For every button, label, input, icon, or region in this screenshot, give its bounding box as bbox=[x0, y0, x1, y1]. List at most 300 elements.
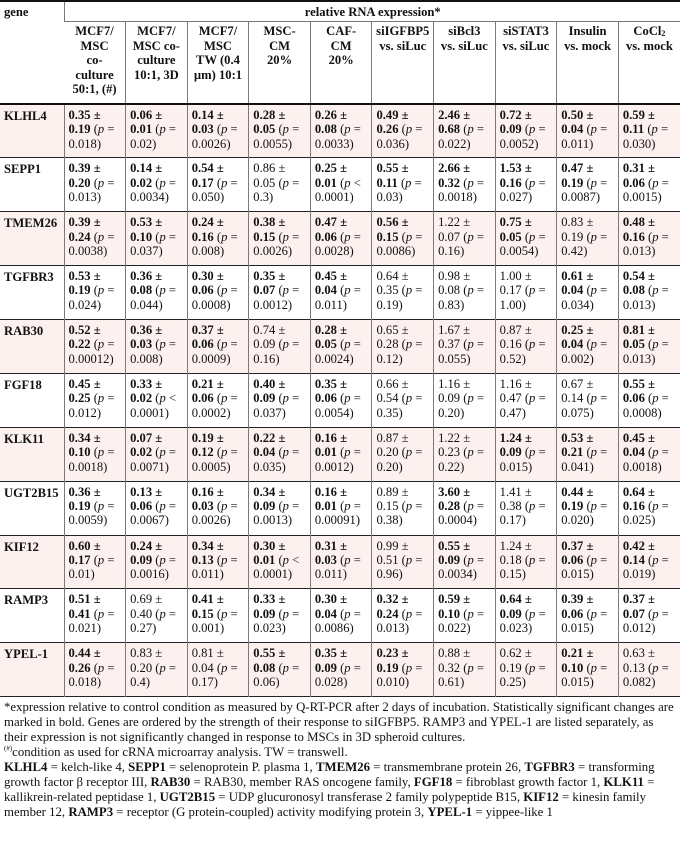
expression-value: 0.39 ± 0.24 bbox=[68, 215, 101, 244]
expression-cell: 0.86 ± 0.05 (p = 0.3) bbox=[249, 158, 311, 212]
expression-cell: 0.69 ± 0.40 (p = 0.27) bbox=[126, 589, 188, 643]
p-value: 0.015 bbox=[561, 675, 590, 690]
expression-value: 0.35 ± 0.19 bbox=[68, 107, 101, 137]
expression-value: 3.60 ± 0.28 bbox=[438, 484, 471, 514]
expression-cell: 0.53 ± 0.19 (p = 0.024) bbox=[64, 266, 126, 320]
p-value: 0.0026 bbox=[191, 136, 227, 151]
expression-cell: 0.74 ± 0.09 (p = 0.16) bbox=[249, 319, 311, 373]
p-value: 0.0004 bbox=[438, 513, 473, 528]
expression-cell: 0.24 ± 0.16 (p = 0.008) bbox=[187, 212, 249, 266]
expression-cell: 1.22 ± 0.23 (p = 0.22) bbox=[434, 427, 496, 481]
gene-name: SEPP1 bbox=[0, 158, 64, 212]
expression-value: 0.31 ± 0.03 bbox=[314, 538, 347, 567]
p-value: 0.041 bbox=[561, 459, 590, 474]
expression-cell: 0.19 ± 0.12 (p = 0.0005) bbox=[187, 427, 249, 481]
expression-value: 1.67 ± 0.37 bbox=[438, 322, 471, 352]
p-value: 0.38 bbox=[376, 513, 399, 528]
abbreviation-key: RAMP3 bbox=[68, 805, 114, 819]
p-value: 0.013 bbox=[622, 297, 652, 312]
expression-cell: 0.48 ± 0.16 (p = 0.013) bbox=[618, 212, 680, 266]
p-value: 0.19 bbox=[376, 297, 399, 312]
expression-value: 0.37 ± 0.07 bbox=[622, 592, 655, 621]
expression-value: 0.83 ± 0.19 bbox=[561, 215, 594, 244]
condition-header: siBcl3 vs. siLuc bbox=[434, 22, 496, 104]
p-value: 0.47 bbox=[499, 405, 522, 420]
p-value: 0.030 bbox=[622, 136, 652, 151]
p-value: 0.027 bbox=[499, 190, 528, 205]
expression-value: 0.44 ± 0.26 bbox=[68, 646, 101, 675]
expression-cell: 0.34 ± 0.13 (p = 0.011) bbox=[187, 535, 249, 589]
expression-cell: 0.33 ± 0.02 (p < 0.0001) bbox=[126, 373, 188, 427]
header-row-group bbox=[0, 1, 680, 22]
expression-cell: 0.81 ± 0.04 (p = 0.17) bbox=[187, 643, 249, 697]
p-value: 0.83 bbox=[438, 297, 461, 312]
expression-value: 0.44 ± 0.19 bbox=[561, 484, 594, 514]
expression-value: 2.46 ± 0.68 bbox=[438, 107, 471, 137]
p-value: 0.15 bbox=[499, 567, 522, 582]
expression-cell: 0.87 ± 0.16 (p = 0.52) bbox=[495, 319, 557, 373]
expression-cell: 2.66 ± 0.32 (p = 0.0018) bbox=[434, 158, 496, 212]
expression-cell: 0.44 ± 0.19 (p = 0.020) bbox=[557, 481, 619, 535]
expression-cell: 0.39 ± 0.24 (p = 0.0038) bbox=[64, 212, 126, 266]
p-value: 0.075 bbox=[561, 405, 590, 420]
expression-value: 0.87 ± 0.20 bbox=[376, 430, 409, 460]
p-value: 0.52 bbox=[499, 351, 522, 366]
expression-cell: 1.24 ± 0.18 (p = 0.15) bbox=[495, 535, 557, 589]
expression-value: 0.23 ± 0.19 bbox=[376, 646, 409, 675]
expression-value: 0.48 ± 0.16 bbox=[622, 215, 655, 244]
p-value: 0.42 bbox=[561, 244, 584, 258]
p-value: 0.12 bbox=[376, 351, 399, 366]
p-value: 0.015 bbox=[499, 459, 528, 474]
condition-header: Insulin vs. mock bbox=[557, 22, 619, 104]
expression-value: 0.54 ± 0.17 bbox=[191, 161, 224, 190]
expression-value: 0.99 ± 0.51 bbox=[376, 538, 409, 567]
expression-value: 0.72 ± 0.09 bbox=[499, 107, 532, 137]
p-value: 0.17 bbox=[191, 675, 214, 690]
expression-cell: 0.75 ± 0.05 (p = 0.0054) bbox=[495, 212, 557, 266]
p-value: 0.022 bbox=[438, 621, 467, 636]
expression-value: 0.16 ± 0.01 bbox=[314, 430, 347, 460]
expression-value: 0.06 ± 0.01 bbox=[130, 107, 163, 137]
expression-cell: 0.67 ± 0.14 (p = 0.075) bbox=[557, 373, 619, 427]
p-value: 0.010 bbox=[376, 675, 405, 690]
table-row bbox=[0, 643, 680, 697]
expression-value: 0.25 ± 0.04 bbox=[561, 322, 594, 352]
expression-cell: 0.14 ± 0.02 (p = 0.0034) bbox=[126, 158, 188, 212]
p-value: 0.036 bbox=[376, 136, 405, 151]
expression-cell: 0.34 ± 0.09 (p = 0.0013) bbox=[249, 481, 311, 535]
p-value: 0.055 bbox=[438, 351, 467, 366]
table-row bbox=[0, 373, 680, 427]
expression-cell: 0.50 ± 0.04 (p = 0.011) bbox=[557, 104, 619, 158]
expression-cell: 0.87 ± 0.20 (p = 0.20) bbox=[372, 427, 434, 481]
expression-cell: 0.33 ± 0.09 (p = 0.023) bbox=[249, 589, 311, 643]
expression-cell: 0.16 ± 0.01 (p = 0.00091) bbox=[310, 481, 372, 535]
p-value: 0.0055 bbox=[253, 136, 288, 151]
p-value: < 0.0001 bbox=[314, 175, 361, 205]
gene-column-header: gene bbox=[0, 1, 64, 104]
p-value: 0.0018 bbox=[622, 459, 658, 474]
abbreviation-definition: = RAB30, member RAS oncogene family, bbox=[190, 775, 414, 789]
p-value: 0.0034 bbox=[130, 190, 165, 205]
expression-cell: 0.37 ± 0.06 (p = 0.015) bbox=[557, 535, 619, 589]
expression-value: 0.83 ± 0.20 bbox=[130, 646, 163, 675]
p-value: 0.0012 bbox=[253, 297, 288, 312]
expression-value: 0.54 ± 0.08 bbox=[622, 269, 655, 298]
expression-cell: 0.53 ± 0.21 (p = 0.041) bbox=[557, 427, 619, 481]
expression-value: 0.35 ± 0.07 bbox=[253, 269, 286, 298]
expression-cell: 0.39 ± 0.20 (p = 0.013) bbox=[64, 158, 126, 212]
expression-cell: 0.59 ± 0.10 (p = 0.022) bbox=[434, 589, 496, 643]
expression-value: 0.16 ± 0.03 bbox=[191, 484, 224, 514]
p-value: 0.022 bbox=[438, 136, 467, 151]
footnote-condition-text: condition as used for cRNA microarray analysis. TW = transwell. bbox=[12, 745, 348, 759]
p-value: 0.0026 bbox=[253, 244, 288, 258]
expression-value: 0.55 ± 0.06 bbox=[622, 376, 655, 406]
gene-name: KLK11 bbox=[0, 427, 64, 481]
table-row bbox=[0, 589, 680, 643]
p-value: 0.16 bbox=[438, 244, 461, 258]
expression-cell: 0.38 ± 0.15 (p = 0.0026) bbox=[249, 212, 311, 266]
p-value: 0.019 bbox=[622, 567, 652, 582]
expression-cell: 0.30 ± 0.06 (p = 0.0008) bbox=[187, 266, 249, 320]
expression-value: 0.28 ± 0.05 bbox=[314, 322, 347, 352]
condition-header: MCF7/ MSC co- culture 10:1, 3D bbox=[126, 22, 188, 104]
expression-value: 0.53 ± 0.19 bbox=[68, 269, 101, 298]
expression-value: 0.16 ± 0.01 bbox=[314, 484, 347, 514]
expression-cell: 0.55 ± 0.09 (p = 0.0034) bbox=[434, 535, 496, 589]
abbreviation-definition: = receptor (G protein-coupled) activity modifying protein 3, bbox=[113, 805, 428, 819]
expression-value: 0.24 ± 0.09 bbox=[130, 538, 163, 567]
expression-value: 1.53 ± 0.16 bbox=[499, 161, 532, 190]
expression-value: 0.22 ± 0.04 bbox=[253, 430, 286, 460]
condition-header: CAF- CM 20% bbox=[310, 22, 372, 104]
p-value: 0.025 bbox=[622, 513, 652, 528]
expression-cell: 0.99 ± 0.51 (p = 0.96) bbox=[372, 535, 434, 589]
p-value: 0.037 bbox=[130, 244, 159, 258]
expression-value: 0.86 ± 0.05 bbox=[253, 161, 286, 190]
expression-value: 0.42 ± 0.14 bbox=[622, 538, 655, 567]
expression-cell: 0.44 ± 0.26 (p = 0.018) bbox=[64, 643, 126, 697]
condition-header: MCF7/ MSC co- culture 50:1, (#) bbox=[72, 24, 117, 97]
expression-value: 0.55 ± 0.08 bbox=[253, 646, 286, 675]
expression-value: 0.38 ± 0.15 bbox=[253, 215, 286, 244]
p-value: 0.0086 bbox=[376, 244, 412, 258]
p-value: 0.3 bbox=[253, 190, 270, 205]
expression-value: 0.69 ± 0.40 bbox=[130, 592, 163, 621]
p-value: 0.0005 bbox=[191, 459, 227, 474]
footnote-mark: (#) bbox=[4, 744, 13, 753]
expression-cell: 0.34 ± 0.10 (p = 0.0018) bbox=[64, 427, 126, 481]
p-value: 0.0028 bbox=[314, 244, 350, 258]
expression-cell: 0.37 ± 0.06 (p = 0.0009) bbox=[187, 319, 249, 373]
expression-cell: 0.45 ± 0.04 (p = 0.011) bbox=[310, 266, 372, 320]
expression-value: 0.45 ± 0.04 bbox=[314, 269, 347, 298]
expression-cell: 0.45 ± 0.25 (p = 0.012) bbox=[64, 373, 126, 427]
expression-value: 0.34 ± 0.13 bbox=[191, 538, 224, 567]
expression-value: 0.45 ± 0.04 bbox=[622, 430, 655, 460]
expression-value: 0.67 ± 0.14 bbox=[561, 376, 594, 406]
condition-header: siSTAT3 vs. siLuc bbox=[495, 22, 557, 104]
p-value: 0.16 bbox=[253, 351, 276, 366]
p-value: 0.0002 bbox=[191, 405, 227, 420]
expression-value: 0.74 ± 0.09 bbox=[253, 322, 286, 352]
abbreviations bbox=[4, 760, 678, 820]
expression-value: 0.56 ± 0.15 bbox=[376, 215, 409, 244]
expression-value: 0.87 ± 0.16 bbox=[499, 322, 532, 352]
p-value: 0.050 bbox=[191, 190, 221, 205]
gene-name: RAMP3 bbox=[0, 589, 64, 643]
table-row bbox=[0, 427, 680, 481]
expression-cell: 0.35 ± 0.06 (p = 0.0054) bbox=[310, 373, 372, 427]
abbreviation-definition: = kallikrein-related peptidase 1, bbox=[4, 775, 655, 804]
p-value: 0.008 bbox=[130, 351, 159, 366]
expression-value: 0.07 ± 0.02 bbox=[130, 430, 163, 460]
p-value: 0.002 bbox=[561, 351, 590, 366]
expression-value: 0.81 ± 0.04 bbox=[191, 646, 224, 675]
abbreviation-key: UGT2B15 bbox=[159, 790, 216, 804]
expression-cell: 0.31 ± 0.03 (p = 0.011) bbox=[310, 535, 372, 589]
abbreviation-key: TGFBR3 bbox=[524, 760, 575, 774]
expression-cell: 0.37 ± 0.07 (p = 0.012) bbox=[618, 589, 680, 643]
p-value: 1.00 bbox=[499, 297, 522, 312]
expression-cell: 0.53 ± 0.10 (p = 0.037) bbox=[126, 212, 188, 266]
gene-name: TGFBR3 bbox=[0, 266, 64, 320]
expression-value: 0.14 ± 0.03 bbox=[191, 107, 224, 137]
expression-value: 0.52 ± 0.22 bbox=[68, 322, 101, 352]
expression-cell: 0.64 ± 0.16 (p = 0.025) bbox=[618, 481, 680, 535]
expression-value: 0.60 ± 0.17 bbox=[68, 538, 101, 567]
expression-cell: 0.63 ± 0.13 (p = 0.082) bbox=[618, 643, 680, 697]
expression-value: 2.66 ± 0.32 bbox=[438, 161, 471, 190]
p-value: 0.0033 bbox=[314, 136, 350, 151]
p-value: 0.35 bbox=[376, 405, 399, 420]
expression-cell: 0.49 ± 0.26 (p = 0.036) bbox=[372, 104, 434, 158]
expression-cell: 0.23 ± 0.19 (p = 0.010) bbox=[372, 643, 434, 697]
expression-cell: 0.62 ± 0.19 (p = 0.25) bbox=[495, 643, 557, 697]
expression-cell: 0.35 ± 0.19 (p = 0.018) bbox=[64, 104, 126, 158]
p-value: 0.044 bbox=[130, 297, 159, 312]
expression-cell: 0.56 ± 0.15 (p = 0.0086) bbox=[372, 212, 434, 266]
expression-cell: 0.16 ± 0.03 (p = 0.0026) bbox=[187, 481, 249, 535]
p-value: 0.0012 bbox=[314, 459, 350, 474]
p-value: 0.013 bbox=[622, 351, 652, 366]
expression-cell: 0.25 ± 0.04 (p = 0.002) bbox=[557, 319, 619, 373]
gene-name: FGF18 bbox=[0, 373, 64, 427]
p-value: 0.01 bbox=[68, 567, 91, 582]
condition-header: siIGFBP5 vs. siLuc bbox=[372, 22, 434, 104]
expression-value: 0.63 ± 0.13 bbox=[622, 646, 655, 675]
expression-value: 0.53 ± 0.21 bbox=[561, 430, 594, 460]
expression-cell: 0.22 ± 0.04 (p = 0.035) bbox=[249, 427, 311, 481]
expression-value: 0.64 ± 0.35 bbox=[376, 269, 409, 298]
expression-value: 0.36 ± 0.19 bbox=[68, 484, 101, 514]
p-value: 0.0067 bbox=[130, 513, 165, 528]
expression-value: 0.64 ± 0.09 bbox=[499, 592, 532, 621]
expression-cell: 0.51 ± 0.41 (p = 0.021) bbox=[64, 589, 126, 643]
condition-header-row bbox=[0, 22, 680, 104]
abbreviation-definition: = transforming growth factor β receptor III, bbox=[4, 760, 655, 789]
expression-cell: 0.16 ± 0.01 (p = 0.0012) bbox=[310, 427, 372, 481]
p-value: 0.021 bbox=[68, 621, 97, 636]
expression-value: 0.26 ± 0.08 bbox=[314, 107, 347, 137]
expression-cell: 1.24 ± 0.09 (p = 0.015) bbox=[495, 427, 557, 481]
p-value: 0.20 bbox=[438, 405, 461, 420]
expression-cell: 0.55 ± 0.11 (p = 0.03) bbox=[372, 158, 434, 212]
expression-value: 1.16 ± 0.09 bbox=[438, 376, 471, 406]
p-value: 0.00091 bbox=[314, 513, 356, 528]
expression-value: 1.24 ± 0.09 bbox=[499, 430, 532, 460]
table-row bbox=[0, 319, 680, 373]
expression-value: 0.36 ± 0.03 bbox=[130, 322, 163, 352]
expression-value: 0.55 ± 0.11 bbox=[376, 161, 409, 190]
footnote-expression: *expression relative to control condition as measured by Q-RT-PCR after 2 days of incubation. Statistically significant changes are marked in bold. Genes are ordered by the strength of their response to siIGFBP5. RAMP3 and YPEL-1 are listed separately, as their expression is not significantly changed in response to MSCs in 3D spheroid cultures. bbox=[4, 700, 674, 744]
p-value: 0.22 bbox=[438, 459, 461, 474]
expression-cell: 0.13 ± 0.06 (p = 0.0067) bbox=[126, 481, 188, 535]
p-value: 0.0059 bbox=[68, 513, 104, 528]
p-value: 0.25 bbox=[499, 675, 522, 690]
p-value: 0.034 bbox=[561, 297, 590, 312]
p-value: 0.0024 bbox=[314, 351, 350, 366]
expression-value: 0.28 ± 0.05 bbox=[253, 107, 286, 137]
p-value: 0.020 bbox=[561, 513, 590, 528]
expression-value: 0.55 ± 0.09 bbox=[438, 538, 471, 567]
p-value: 0.013 bbox=[68, 190, 97, 205]
p-value: 0.0071 bbox=[130, 459, 165, 474]
p-value: 0.0086 bbox=[314, 621, 350, 636]
abbreviation-definition: = selenoprotein P. plasma 1, bbox=[165, 760, 316, 774]
p-value: 0.0054 bbox=[499, 244, 535, 258]
expression-cell: 0.28 ± 0.05 (p = 0.0055) bbox=[249, 104, 311, 158]
expression-value: 0.59 ± 0.10 bbox=[438, 592, 471, 621]
gene-name: UGT2B15 bbox=[0, 481, 64, 535]
p-value: 0.0038 bbox=[68, 244, 104, 258]
expression-value: 0.39 ± 0.20 bbox=[68, 161, 101, 190]
expression-cell: 1.67 ± 0.37 (p = 0.055) bbox=[434, 319, 496, 373]
p-value: 0.27 bbox=[130, 621, 153, 636]
p-value: 0.015 bbox=[561, 621, 590, 636]
expression-value: 0.36 ± 0.08 bbox=[130, 269, 163, 298]
p-value: 0.0013 bbox=[253, 513, 288, 528]
expression-cell: 0.41 ± 0.15 (p = 0.001) bbox=[187, 589, 249, 643]
expression-value: 0.51 ± 0.41 bbox=[68, 592, 101, 621]
expression-value: 0.53 ± 0.10 bbox=[130, 215, 163, 244]
p-value: 0.018 bbox=[68, 675, 97, 690]
expression-cell: 0.36 ± 0.08 (p = 0.044) bbox=[126, 266, 188, 320]
expression-value: 0.40 ± 0.09 bbox=[253, 376, 286, 406]
expression-value: 0.89 ± 0.15 bbox=[376, 484, 409, 514]
p-value: 0.023 bbox=[253, 621, 282, 636]
expression-value: 0.66 ± 0.54 bbox=[376, 376, 409, 406]
expression-value: 0.21 ± 0.10 bbox=[561, 646, 594, 675]
abbreviation-key: KLK11 bbox=[603, 775, 644, 789]
p-value: 0.011 bbox=[561, 136, 590, 151]
gene-name: YPEL-1 bbox=[0, 643, 64, 697]
p-value: 0.02 bbox=[130, 136, 153, 151]
expression-cell: 0.52 ± 0.22 (p = 0.00012) bbox=[64, 319, 126, 373]
condition-header: MSC- CM 20% bbox=[249, 22, 311, 104]
expression-cell: 0.89 ± 0.15 (p = 0.38) bbox=[372, 481, 434, 535]
expression-cell: 0.83 ± 0.19 (p = 0.42) bbox=[557, 212, 619, 266]
expression-value: 0.34 ± 0.10 bbox=[68, 430, 101, 460]
expression-value: 0.34 ± 0.09 bbox=[253, 484, 286, 514]
expression-value: 0.30 ± 0.04 bbox=[314, 592, 347, 621]
p-value: 0.0054 bbox=[314, 405, 350, 420]
expression-value: 0.35 ± 0.06 bbox=[314, 376, 347, 406]
expression-value: 0.47 ± 0.19 bbox=[561, 161, 594, 190]
abbreviation-key: KLHL4 bbox=[4, 760, 48, 774]
p-value: 0.0018 bbox=[68, 459, 104, 474]
p-value: 0.028 bbox=[314, 675, 344, 690]
p-value: 0.024 bbox=[68, 297, 97, 312]
p-value: 0.0008 bbox=[191, 297, 227, 312]
abbreviation-key: KIF12 bbox=[523, 790, 559, 804]
p-value: 0.011 bbox=[191, 567, 220, 582]
expression-cell: 0.31 ± 0.06 (p = 0.0015) bbox=[618, 158, 680, 212]
relative-expression-header: relative RNA expression* bbox=[64, 1, 680, 22]
expression-cell: 0.07 ± 0.02 (p = 0.0071) bbox=[126, 427, 188, 481]
expression-value: 0.31 ± 0.06 bbox=[622, 161, 655, 190]
table-row bbox=[0, 266, 680, 320]
expression-value: 0.39 ± 0.06 bbox=[561, 592, 594, 621]
expression-cell: 0.60 ± 0.17 (p = 0.01) bbox=[64, 535, 126, 589]
expression-cell: 0.59 ± 0.11 (p = 0.030) bbox=[618, 104, 680, 158]
expression-cell: 0.24 ± 0.09 (p = 0.0016) bbox=[126, 535, 188, 589]
p-value: 0.035 bbox=[253, 459, 282, 474]
p-value: 0.0026 bbox=[191, 513, 227, 528]
abbreviation-definition: = kelch-like 4, bbox=[47, 760, 129, 774]
p-value: 0.0016 bbox=[130, 567, 165, 582]
expression-cell: 1.53 ± 0.16 (p = 0.027) bbox=[495, 158, 557, 212]
p-value: 0.012 bbox=[68, 405, 97, 420]
expression-value: 0.19 ± 0.12 bbox=[191, 430, 224, 460]
p-value: 0.008 bbox=[191, 244, 221, 258]
expression-value: 0.88 ± 0.32 bbox=[438, 646, 471, 675]
expression-cell: 0.28 ± 0.05 (p = 0.0024) bbox=[310, 319, 372, 373]
expression-cell: 0.47 ± 0.19 (p = 0.0087) bbox=[557, 158, 619, 212]
gene-name: KLHL4 bbox=[0, 104, 64, 158]
expression-value: 1.22 ± 0.07 bbox=[438, 215, 471, 244]
expression-value: 0.61 ± 0.04 bbox=[561, 269, 594, 298]
p-value: 0.20 bbox=[376, 459, 399, 474]
expression-cell: 0.21 ± 0.06 (p = 0.0002) bbox=[187, 373, 249, 427]
expression-value: 0.25 ± 0.01 bbox=[314, 161, 347, 190]
expression-cell: 0.45 ± 0.04 (p = 0.0018) bbox=[618, 427, 680, 481]
expression-cell: 0.14 ± 0.03 (p = 0.0026) bbox=[187, 104, 249, 158]
p-value: 0.015 bbox=[561, 567, 590, 582]
abbreviation-definition: = fibroblast growth factor 1, bbox=[452, 775, 604, 789]
expression-value: 0.45 ± 0.25 bbox=[68, 376, 101, 406]
p-value: < 0.0001 bbox=[253, 552, 300, 582]
p-value: 0.4 bbox=[130, 675, 146, 690]
expression-value: 0.62 ± 0.19 bbox=[499, 646, 532, 675]
expression-value: 1.00 ± 0.17 bbox=[499, 269, 532, 298]
gene-name: RAB30 bbox=[0, 319, 64, 373]
p-value: 0.011 bbox=[314, 567, 343, 582]
p-value: 0.0009 bbox=[191, 351, 227, 366]
expression-cell: 0.88 ± 0.32 (p = 0.61) bbox=[434, 643, 496, 697]
expression-cell: 0.06 ± 0.01 (p = 0.02) bbox=[126, 104, 188, 158]
expression-value: 0.13 ± 0.06 bbox=[130, 484, 163, 514]
expression-value: 0.30 ± 0.01 bbox=[253, 538, 286, 567]
p-value: 0.013 bbox=[622, 244, 652, 258]
expression-cell: 0.47 ± 0.06 (p = 0.0028) bbox=[310, 212, 372, 266]
expression-value: 0.65 ± 0.28 bbox=[376, 322, 409, 352]
p-value: 0.03 bbox=[376, 190, 399, 205]
p-value: < 0.0001 bbox=[130, 391, 177, 420]
abbreviation-definition: = transmembrane protein 26, bbox=[370, 760, 525, 774]
